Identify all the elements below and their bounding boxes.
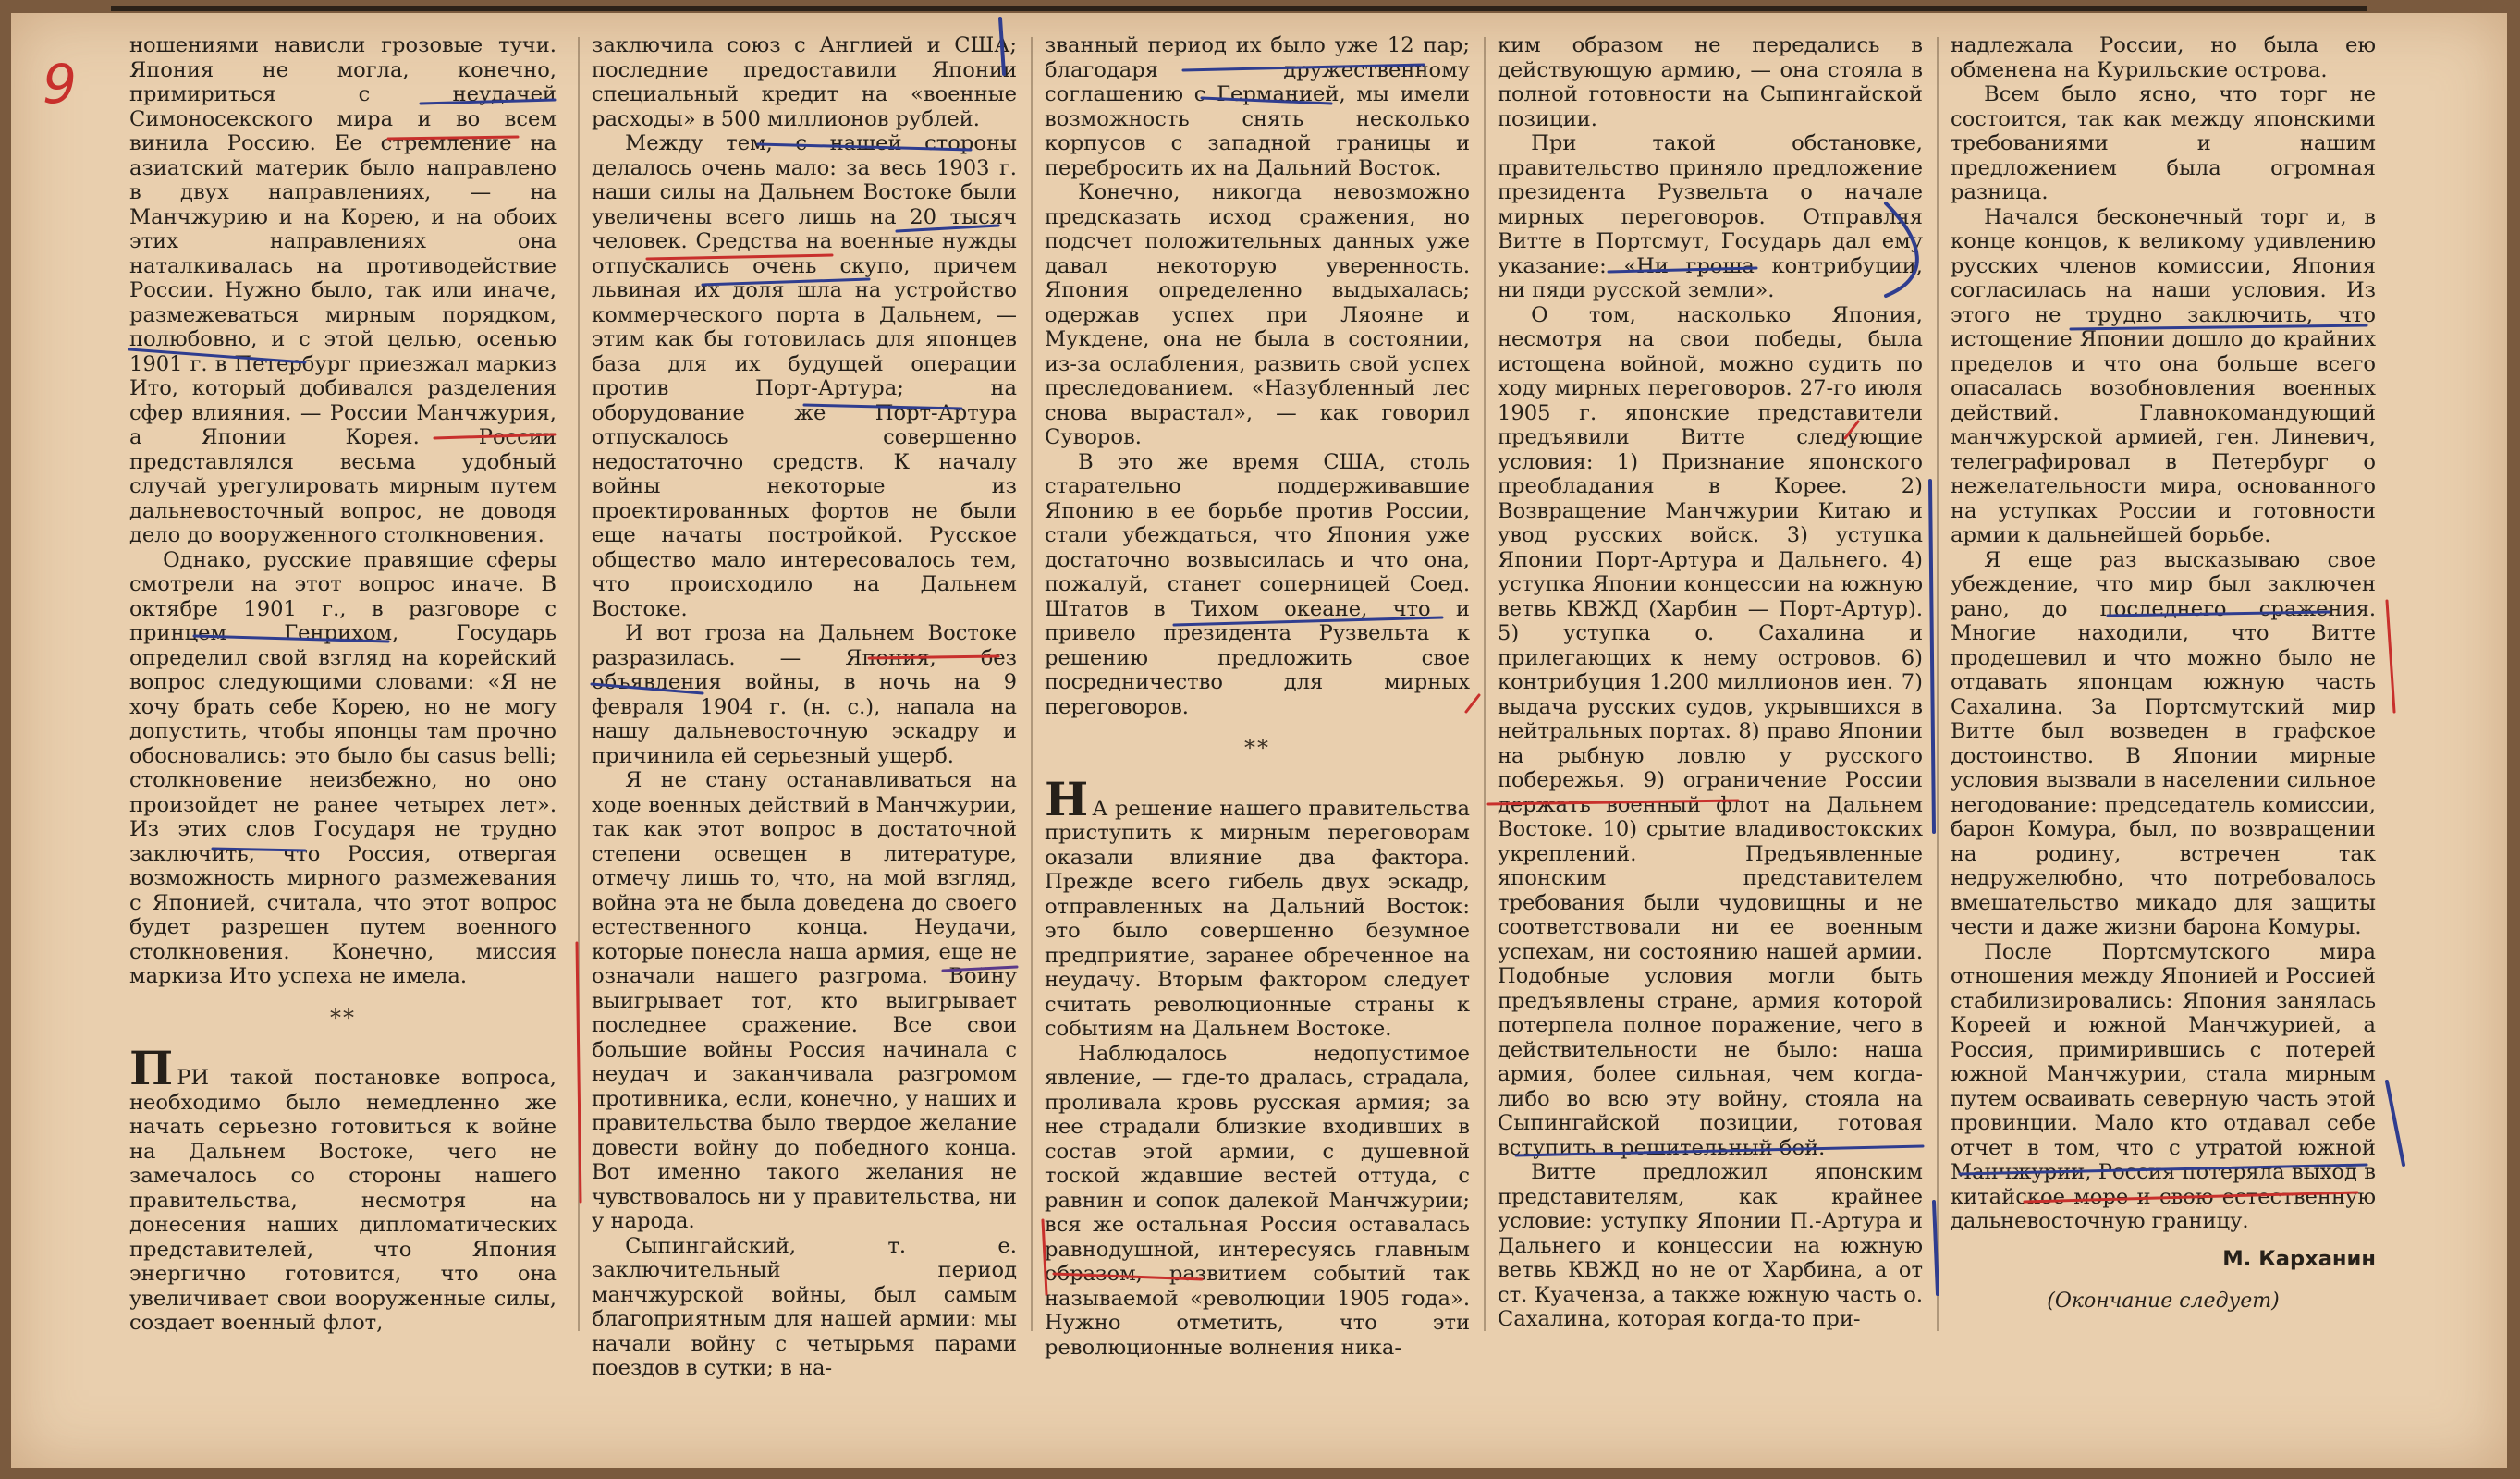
article-column-1	[129, 33, 557, 1336]
top-rule	[111, 6, 2367, 11]
continuation-note: (Окончание следует)	[2047, 1290, 2280, 1313]
drop-cap: П	[129, 1041, 174, 1095]
article-column-3	[1045, 33, 1470, 1360]
paragraph: При такой обстановке, правительство приняло предложение президента Рузвельта о начале мирных переговоров. Отправляя Витте в Портсмут, Государь дал ему указание: «Ни гроша контрибуции, ни пяди русской земли».	[1498, 131, 1923, 302]
paragraph: званный период их было уже 12 пар; благодаря дружественному соглашению с Германией, мы имели возможность снять несколько корпусов с западной границы и перебросить их на Дальний Восток.	[1045, 33, 1470, 180]
paragraph: Начался бесконечный торг и, в конце концов, к великому удивлению русских членов комиссии, Япония согласилась на наши условия. Из этого не трудно заключить, что истощение Японии дошло до крайних пределов и что она больше всего опасалась возобновления военных действий. Главнокомандующий манчжурской армией, ген. Линевич, телеграфировал в Петербург о нежелательности мира, основанного на уступках России и готовности армии к дальнейшей борьбе.	[1951, 204, 2376, 547]
paragraph: Сыпингайский, т. е. заключительный период манчжурской войны, был самым благоприятным для нашей армии: мы начали войну с четырьмя парами поездов в сутки; в на-	[592, 1233, 1017, 1380]
paragraph: После Портсмутского мира отношения между Японией и Россией стабилизировались: Япония занялась Кореей и южной Манчжурией, а Россия, примирившись с потерей южной Манчжурии, стала мирным путем осваивать северную часть этой провинции. Мало кто отдавал себе отчет в том, что с утратой южной Манчжурии, Россия потеряла выход в китайское море и свою естественную дальневосточную границу.	[1951, 939, 2376, 1233]
column-divider	[1484, 37, 1486, 1331]
author-signature: М. Карханин	[2222, 1246, 2376, 1271]
paragraph: В это же время США, столь старательно поддерживавшие Японию в ее борьбе против России, стали убеждаться, что Япония уже достаточно возвысилась и что она, пожалуй, станет соперницей Соед. Штатов в Тихом океане, что и привело президента Рузвельта к решению предложить свое посредничество для мирных переговоров.	[1045, 449, 1470, 719]
paragraph: Конечно, никогда невозможно предсказать исход сражения, но подсчет положительных данных уже давал некоторую уверенность. Япония определенно выдыхалась; одержав успех при Ляояне и Мукдене, она не была в состоянии, из-за ослабления, развить свой успех преследованием. «Назубленный лес снова вырастал», — как говорил Суворов.	[1045, 180, 1470, 449]
column-divider	[1937, 37, 1939, 1331]
paragraph: О том, насколько Япония, несмотря на свои победы, была истощена войной, можно судить по ходу мирных переговоров. 27-го июля 1905 г. японские представители предъявили Витте следующие условия: 1) Признание японского преобладания в Корее. 2) Возвращение Манчжурии Китаю и увод русских войск. 3) уступка Японии Порт-Артура и Дальнего. 4) уступка Японии концессии на южную ветвь КВЖД (Харбин — Порт-Артур). 5) уступка о. Сахалина и прилегающих к нему островов. 6) контрибуция 1.200 миллионов иен. 7) выдача русских судов, укрывшихся в нейтральных портах. 8) право Японии на рыбную ловлю у русского побережья. 9) ограничение России держать военный флот на Дальнем Востоке. 10) срытие владивостокских укреплений. Предъявленные японским представителем требования были чудовищны и не соответствовали ни ее военным успехам, ни состоянию нашей армии. Подобные условия могли быть предъявлены стране, армия которой потерпела полное поражение, чего в действительности не было: наша армия, более сильная, чем когда-либо во всю эту войну, стояла на Сыпингайской позиции, готовая вступить в решительный бой.	[1498, 302, 1923, 1160]
article-column-2	[592, 33, 1017, 1381]
paragraph: Однако, русские правящие сферы смотрели на этот вопрос иначе. В октябре 1901 г., в разговоре с принцем Генрихом, Государь определил свой взгляд на корейский вопрос следующими словами: «Я не хочу брать себе Корею, но не могу допустить, чтобы японцы там прочно обосновались: это было бы casus belli; столкновение неизбежно, но оно произойдет не ранее четырех лет». Из этих слов Государя не трудно заключить, что Россия, отвергая возможность мирного размежевания с Японией, считала, что этот вопрос будет разрешен путем военного столкновения. Конечно, миссия маркиза Ито успеха не имела.	[129, 547, 557, 988]
paragraph: Между тем, с нашей стороны делалось очень мало: за весь 1903 г. наши силы на Дальнем Востоке были увеличены всего лишь на 20 тысяч человек. Средства на военные нужды отпускались очень скупо, причем львиная их доля шла на устройство коммерческого порта в Дальнем, — этим как бы готовилась для японцев база для их будущей операции против Порт-Артура; на оборудование же Порт-Артура отпускалось совершенно недостаточно средств. К началу войны некоторые из проектированных фортов не были еще начаты постройкой. Русское общество мало интересовалось тем, что происходило на Дальнем Востоке.	[592, 131, 1017, 621]
paragraph-with-drop-cap	[1045, 771, 1470, 1042]
drop-cap: Н	[1045, 771, 1089, 826]
handwritten-page-number: 9	[43, 53, 77, 116]
column-divider	[1031, 37, 1033, 1331]
paragraph: заключила союз с Англией и США; последние предоставили Японии специальный кредит на «военные расходы» в 500 миллионов рублей.	[592, 33, 1017, 131]
paragraph-with-drop-cap	[129, 1041, 557, 1336]
paragraph: И вот гроза на Дальнем Востоке разразилась. — Япония, без объявления войны, в ночь на 9 февраля 1904 г. (н. с.), напала на нашу дальневосточную эскадру и причинила ей серьезный ущерб.	[592, 621, 1017, 768]
paragraph: ким образом не передались в действующую армию, — она стояла в полной готовности на Сыпингайской позиции.	[1498, 33, 1923, 131]
paragraph: Я не стану останавливаться на ходе военных действий в Манчжурии, так как этот вопрос в достаточной степени освещен в литературе, отмечу лишь то, что, на мой взгляд, война эта не была доведена до своего естественного конца. Неудачи, которые понесла наша армия, еще не означали нашего разгрома. Войну выигрывает тот, кто выигрывает последнее сражение. Все свои большие войны Россия начинала с неудач и заканчивала разгромом противника, если, конечно, у наших и правительства было твердое желание довести войну до победного конца. Вот именно такого желания не чувствовалось ни у правительства, ни у народа.	[592, 768, 1017, 1233]
paragraph: Витте предложил японским представителям, как крайнее условие: уступку Японии П.-Артура и Дальнего и концессии на южную ветвь КВЖД но не от Харбина, а от ст. Куаченза, а также южную часть о. Сахалина, которая когда-то при-	[1498, 1160, 1923, 1331]
article-column-4	[1498, 33, 1923, 1332]
paragraph: надлежала России, но была ею обменена на Курильские острова.	[1951, 33, 2376, 82]
paragraph: ношениями нависли грозовые тучи. Япония не могла, конечно, примириться с неудачей Симоносекского мира и во всем винила Россию. Ее стремление на азиатский материк было направлено в двух направлениях, — на Манчжурию и на Корею, и на обоих этих направлениях она наталкивалась на противодействие России. Нужно было, так или иначе, размежеваться мирным порядком, полюбовно, и с этой целью, осенью 1901 г. в Петербург приезжал маркиз Ито, который добивался разделения сфер влияния. — России Манчжурия, а Японии Корея. России представлялся весьма удобный случай урегулировать мирным путем дальневосточный вопрос, не доводя дело до вооруженного столкновения.	[129, 33, 557, 547]
paragraph: Я еще раз высказываю свое убеждение, что мир был заключен рано, до последнего сражения. Многие находили, что Витте продешевил и что можно было не отдавать японцам южную часть Сахалина. За Портсмутский мир Витте был возведен в графское достоинство. В Японии мирные условия вызвали в населении сильное негодование: председатель комиссии, барон Комура, был, по возвращении на родину, встречен так недружелюбно, что потребовалось вмешательство микадо для защиты чести и даже жизни барона Комуры.	[1951, 547, 2376, 939]
section-separator: **	[1244, 735, 1270, 761]
paragraph-text: А решение нашего правительства приступить к мирным переговорам оказали влияние два фактора. Прежде всего гибель двух эскадр, отправленных на Дальний Восток: это было совершенно безумное предприятие, заранее обреченное на неудачу. Вторым фактором следует считать революционные страны к событиям на Дальнем Востоке.	[1045, 796, 1470, 1041]
paragraph: Наблюдалось недопустимое явление, — где-то дралась, страдала, проливала кровь русская армия; за нее страдали близкие входивших в состав этой армии, с душевной тоской ждавшие вестей оттуда, с равнин и сопок далекой Манчжурии; вся же остальная Россия оставалась равнодушной, интересуясь главным образом, развитием событий так называемой «революции 1905 года». Нужно отметить, что эти революционные волнения ника-	[1045, 1041, 1470, 1360]
column-divider	[578, 37, 580, 1331]
section-separator: **	[330, 1004, 356, 1031]
article-column-5	[1951, 33, 2376, 1314]
paragraph-text: РИ такой постановке вопроса, необходимо было немедленно же начать серьезно готовиться к войне на Дальнем Востоке, чего не замечалось со стороны нашего правительства, несмотря на донесения наших дипломатических представителей, что Япония энергично готовится, что она увеличивает свои вооруженные силы, создает военный флот,	[129, 1066, 557, 1335]
paragraph: Всем было ясно, что торг не состоится, так как между японскими требованиями и нашим предложением была огромная разница.	[1951, 82, 2376, 204]
